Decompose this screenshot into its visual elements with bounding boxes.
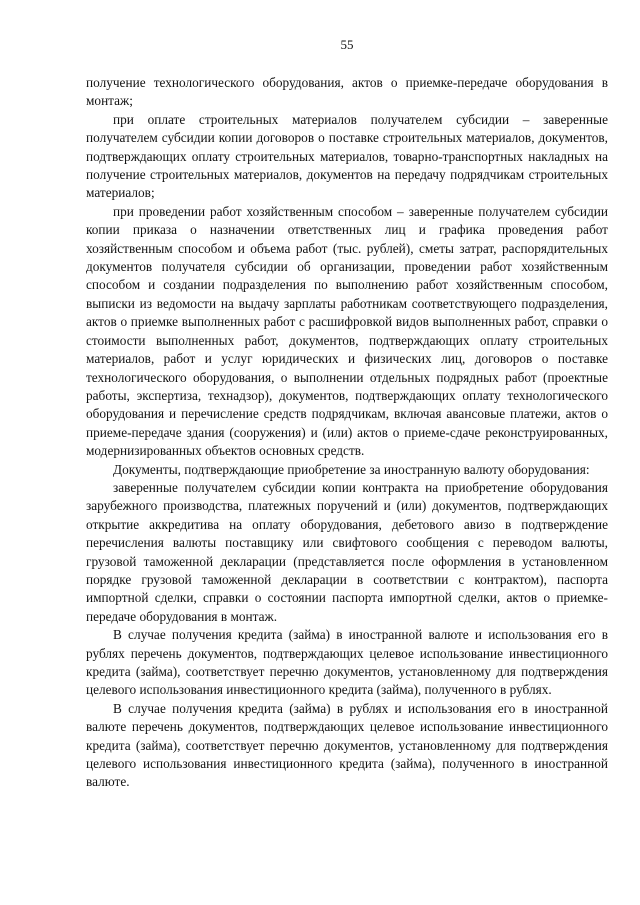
- paragraph-3: при проведении работ хозяйственным способом – заверенные получателем субсидии копии приказа о назначении ответственных лиц и графика проведения работ хозяйственным способом и объема работ (тыс. рублей), сметы затрат, распорядительных документов получателя субсидии об организации, проведении работ хозяйственным способом и создании подразделения по выполнению работ хозяйственным способом, выписки из ведомости на выдачу зарплаты работникам соответствующего подразделения, актов о приемке выполненных работ с расшифровкой видов выполненных работ, справки о стоимости выполненных работ, документов, подтверждающих оплату строительных материалов, работ и услуг юридических и физических лиц, договоров о поставке технологического оборудования, о выполнении отдельных подрядных работ (проектные работы, экспертиза, технадзор), документов, подтверждающих оплату технологического оборудования и перечисление средств подрядчикам, включая авансовые платежи, актов о приеме-передаче здания (сооружения) и (или) актов о приеме-сдаче реконструированных, модернизированных объектов основных средств.: [86, 203, 608, 459]
- paragraph-7: В случае получения кредита (займа) в рублях и использования его в иностранной валюте перечень документов, подтверждающих целевое использование инвестиционного кредита (займа), соответствует перечню документов, установленному для подтверждения целевого использования инвестиционного кредита (займа), полученного в иностранной валюте.: [86, 700, 608, 790]
- page-number: 55: [340, 37, 354, 52]
- document-body: [86, 74, 608, 792]
- paragraph-1: получение технологического оборудования, актов о приемке-передаче оборудования в монтаж;: [86, 75, 608, 109]
- paragraph-6: В случае получения кредита (займа) в иностранной валюте и использования его в рублях перечень документов, подтверждающих целевое использование инвестиционного кредита (займа), соответствует перечню документов, установленному для подтверждения целевого использования инвестиционного кредита (займа), полученного в рублях.: [86, 627, 608, 698]
- paragraph-5: заверенные получателем субсидии копии контракта на приобретение оборудования зарубежного производства, платежных поручений и (или) документов, подтверждающих открытие аккредитива на оплату оборудования, дебетового авизо в подтверждение перечисления валюты поставщику или свифтового сообщения с переводом валюты, грузовой таможенной декларации (представляется после оформления в установленном порядке грузовой таможенной декларации в соответствии с контрактом), паспорта импортной сделки, справки о состоянии паспорта импортной сделки, актов о приемке-передаче оборудования в монтаж.: [86, 479, 608, 624]
- paragraph-4: Документы, подтверждающие приобретение за иностранную валюту оборудования:: [113, 461, 590, 477]
- paragraph-2: при оплате строительных материалов получателем субсидии – заверенные получателем субсидии копии договоров о поставке строительных материалов, документов, подтверждающих оплату строительных материалов, товарно-транспортных накладных на получение строительных материалов, документов на передачу подрядчикам строительных материалов;: [86, 111, 608, 201]
